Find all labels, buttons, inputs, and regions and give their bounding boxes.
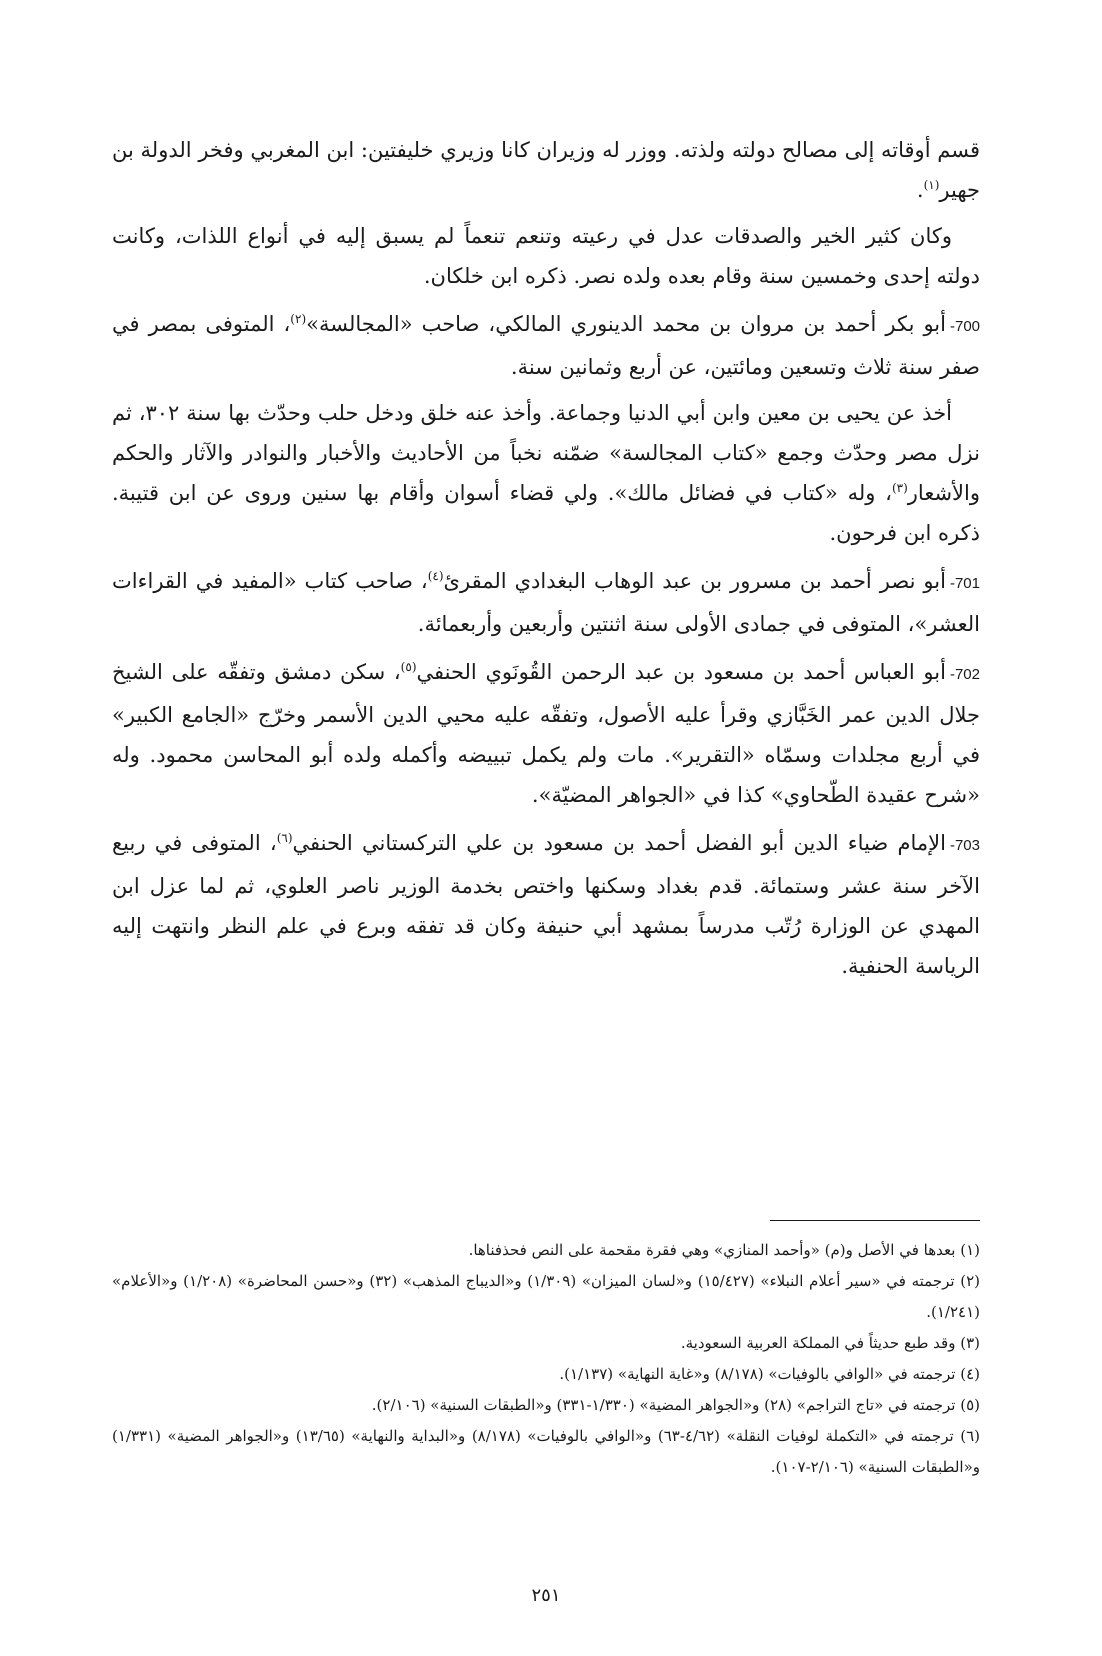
intro-paragraph-2: وكان كثير الخير والصدقات عدل في رعيته وتنعم تنعماً لم يسبق إليه في أنواع اللذات، وكانت دولته إحدى وخمسين سنة وقام بعده ولده نصر. ذكره ابن خلكان.: [112, 224, 980, 288]
entry-700-p2-b: ، وله «كتاب في فضائل مالك». ولي قضاء أسوان وأقام بها سنين وروى عن ابن قتيبة. ذكره ابن فرحون.: [112, 481, 980, 545]
footnote-ref-5: (٥): [400, 660, 417, 674]
entry-701-paragraph: [112, 561, 980, 644]
entry-number: 700-: [949, 318, 981, 335]
main-text: [112, 130, 980, 986]
entry-700-text-a: أبو بكر أحمد بن مروان بن محمد الدينوري المالكي، صاحب «المجالسة»: [306, 312, 946, 336]
entry-702-text-a: أبو العباس أحمد بن مسعود بن عبد الرحمن القُونَوي الحنفي: [416, 660, 946, 684]
footnote-1: (١) بعدها في الأصل و(م) «وأحمد المنازي» وهي فقرة مقحمة على النص فحذفناها.: [468, 1241, 980, 1259]
footnote-ref-2: (٢): [290, 312, 307, 326]
entry-701-text-b: ، صاحب كتاب «المفيد في القراءات العشر»، المتوفى في جمادى الأولى سنة اثنتين وأربعين وأربعمائة.: [112, 569, 980, 636]
biography-entry-703: [112, 823, 980, 986]
footnote-2: (٢) ترجمته في «سير أعلام النبلاء» (١٥/٤٢٧) و«لسان الميزان» (١/٣٠٩) و«الديباج المذهب» (٣٢) و«حسن المحاضرة» (١/٢٠٨) و«الأعلام» (١/٢٤١).: [112, 1272, 980, 1321]
intro-paragraph-1: [112, 130, 980, 210]
footnote-ref-3: (٣): [891, 481, 908, 495]
footnote-4: (٤) ترجمته في «الوافي بالوفيات» (٨/١٧٨) و«غاية النهاية» (١/١٣٧).: [559, 1365, 980, 1383]
entry-701-text-a: أبو نصر أحمد بن مسرور بن عبد الوهاب البغدادي المقرئ: [443, 569, 946, 593]
biography-entry-700: [112, 304, 980, 553]
biography-entry-701: [112, 561, 980, 644]
footnote-ref-6: (٦): [276, 831, 293, 845]
entry-number: 702-: [949, 666, 980, 683]
footnote-6: (٦) ترجمته في «التكملة لوفيات النقلة» (٤/٦٢-٦٣) و«الوافي بالوفيات» (٨/١٧٨) و«البداية والنهاية» (١٣/٦٥) و«الجواهر المضية» (١/٣٣١) و«الطبقات السنية» (٢/١٠٦-١٠٧).: [112, 1427, 980, 1476]
entry-number: 703-: [949, 837, 980, 854]
page-number: ٢٥١: [531, 1585, 561, 1606]
footnote-ref-1: (١): [923, 178, 940, 192]
footnote-5: (٥) ترجمته في «تاج التراجم» (٢٨) و«الجواهر المضية» (١/٣٣٠-٣٣١) و«الطبقات السنية» (٢/١٠٦).: [371, 1396, 980, 1414]
footnotes: [112, 1235, 980, 1483]
footnote-divider: [770, 1220, 980, 1221]
intro-paragraph-1-end: .: [916, 178, 924, 202]
entry-700-p2-a: أخذ عن يحيى بن معين وابن أبي الدنيا وجماعة. وأخذ عنه خلق ودخل حلب وحدّث بها سنة ٣٠٢، ثم نزل مصر وحدّث وجمع «كتاب المجالسة» ضمّنه نخباً من الأحاديث والأخبار والنوادر والآثار والحكم والأشعار: [112, 401, 980, 505]
entry-700-paragraph-1: [112, 304, 980, 387]
entry-700-paragraph-2: [112, 393, 980, 553]
entry-702-paragraph: [112, 652, 980, 815]
book-page: [112, 130, 980, 1620]
entry-702-text-b: ، سكن دمشق وتفقّه على الشيخ جلال الدين عمر الخَبَّازي وقرأ عليه الأصول، وتفقّه عليه محيي الدين الأسمر وخرّج «الجامع الكبير» في أربع مجلدات وسمّاه «التقرير». مات ولم يكمل تبييضه وأكمله ولده أبو المحاسن محمود. وله «شرح عقيدة الطّحاوي» كذا في «الجواهر المضيّة».: [112, 660, 980, 807]
biography-entry-702: [112, 652, 980, 815]
entry-703-text-b: ، المتوفى في ربيع الآخر سنة عشر وستمائة. قدم بغداد وسكنها واختص بخدمة الوزير ناصر العلوي، ثم لما عزل ابن المهدي عن الوزارة رُتّب مدرساً بمشهد أبي حنيفة وكان قد تفقه وبرع في علم النظر وانتهت إليه الرياسة الحنفية.: [112, 831, 980, 978]
entry-number: 701-: [949, 575, 980, 592]
footnote-3: (٣) وقد طبع حديثاً في المملكة العربية السعودية.: [680, 1334, 980, 1352]
intro-paragraph-1-text: قسم أوقاته إلى مصالح دولته ولذته. ووزر له وزيران كانا وزيري خليفتين: ابن المغربي وفخر الدولة بن جهير: [112, 138, 980, 202]
entry-700-text-b: ، المتوفى بمصر في صفر سنة ثلاث وتسعين ومائتين، عن أربع وثمانين سنة.: [112, 312, 980, 379]
entry-703-paragraph: [112, 823, 980, 986]
entry-703-text-a: الإمام ضياء الدين أبو الفضل أحمد بن مسعود بن علي التركستاني الحنفي: [292, 831, 946, 855]
footnote-ref-4: (٤): [427, 569, 444, 583]
